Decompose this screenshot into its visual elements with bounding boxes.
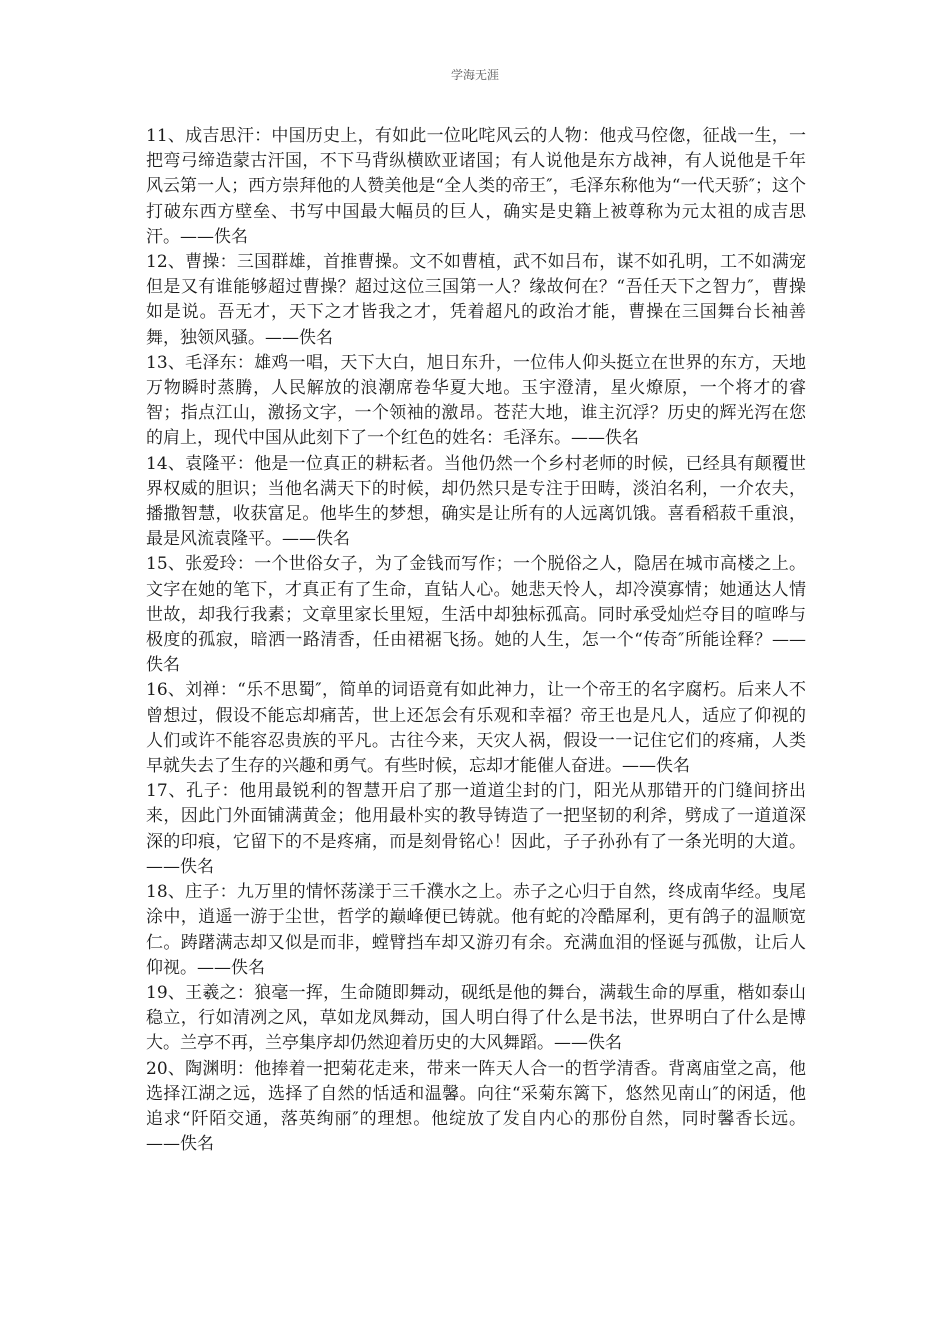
document-body: [146, 124, 806, 1157]
entry-mao-zedong: 13、毛泽东：雄鸡一唱，天下大白，旭日东升，一位伟人仰头挺立在世界的东方，天地万物瞬时蒸腾，人民解放的浪潮席卷华夏大地。玉宇澄清，星火燎原，一个将才的睿智；指点江山，激扬文字，一个领袖的激昂。苍茫大地，谁主沉浮？历史的辉光泻在您的肩上，现代中国从此刻下了一个红色的姓名：毛泽东。——佚名: [146, 352, 806, 449]
page-header: 学海无涯: [450, 68, 499, 82]
entry-genghis-khan: 11、成吉思汗：中国历史上，有如此一位叱咤风云的人物：他戎马倥偬，征战一生，一把弯弓缔造蒙古汗国，不下马背纵横欧亚诸国；有人说他是东方战神，有人说他是千年风云第一人；西方崇拜他的人赞美他是“全人类的帝王″，毛泽东称他为“一代天骄″；这个打破东西方壁垒、书写中国最大幅员的巨人，确实是史籍上被尊称为元太祖的成吉思汗。——佚名: [146, 126, 806, 247]
entry-wang-xizhi: 19、王羲之：狼毫一挥，生命随即舞动，砚纸是他的舞台，满载生命的厚重，楷如泰山稳立，行如清冽之风，草如龙凤舞动，国人明白得了什么是书法，世界明白了什么是博大。兰亭不再，兰亭集序却仍然迎着历史的大风舞蹈。——佚名: [146, 982, 806, 1054]
entry-zhuangzi: 18、庄子：九万里的情怀荡漾于三千濮水之上。赤子之心归于自然，终成南华经。曳尾涂中，逍遥一游于尘世，哲学的巅峰便已铸就。他有蛇的冷酷犀利，更有鸽子的温顺宽仁。踌躇满志却又似是而非，螳臂挡车却又游刃有余。充满血泪的怪诞与孤傲，让后人仰视。——佚名: [146, 882, 806, 978]
entry-yuan-longping: 14、袁隆平：他是一位真正的耕耘者。当他仍然一个乡村老师的时候，已经具有颠覆世界权威的胆识；当他名满天下的时候，却仍然只是专注于田畴，淡泊名利，一介农夫，播撒智慧，收获富足。他毕生的梦想，确实是让所有的人远离饥饿。喜看稻菽千重浪，最是风流袁隆平。——佚名: [146, 453, 806, 550]
entry-zhang-ailing: 15、张爱玲：一个世俗女子，为了金钱而写作；一个脱俗之人，隐居在城市高楼之上。文字在她的笔下，才真正有了生命，直钻人心。她悲天怜人，却冷漠寡情；她通达人情世故，却我行我素；文章里家长里短，生活中却独标孤高。同时承受灿烂夺目的喧哗与极度的孤寂，暗洒一路清香，任由裙裾飞扬。她的人生，怎一个“传奇″所能诠释？——佚名: [146, 554, 806, 676]
entry-confucius: 17、孔子：他用最锐利的智慧开启了那一道道尘封的门，阳光从那错开的门缝间挤出来，因此门外面铺满黄金；他用最朴实的教导铸造了一把坚韧的利斧，劈成了一道道深深的印痕，它留下的不是疼痛，而是刻骨铭心！因此，子子孙孙有了一条光明的大道。——佚名: [146, 781, 806, 877]
entry-cao-cao: 12、曹操：三国群雄，首推曹操。文不如曹植，武不如吕布，谋不如孔明，工不如满宠但是又有谁能够超过曹操？超过这位三国第一人？缘故何在？“吾任天下之智力″，曹操如是说。吾无才，天下之才皆我之才，凭着超凡的政治才能，曹操在三国舞台长袖善舞，独领风骚。——佚名: [146, 252, 806, 348]
entry-liu-shan: 16、刘禅：“乐不思蜀″，简单的词语竟有如此神力，让一个帝王的名字腐朽。后来人不曾想过，假设不能忘却痛苦，世上还怎会有乐观和幸福？帝王也是凡人，适应了仰视的人们或许不能容忍贵族的平凡。古往今来，天灾人祸，假设一一记住它们的疼痛，人类早就失去了生存的兴趣和勇气。有些时候，忘却才能催人奋进。——佚名: [146, 680, 806, 777]
entry-tao-yuanming: 20、陶渊明：他捧着一把菊花走来，带来一阵天人合一的哲学清香。背离庙堂之高，他选择江湖之远，选择了自然的恬适和温馨。向往“采菊东篱下，悠然见南山″的闲适，他追求“阡陌交通，落英绚丽″的理想。他绽放了发自内心的那份自然，同时馨香长远。——佚名: [146, 1058, 806, 1155]
